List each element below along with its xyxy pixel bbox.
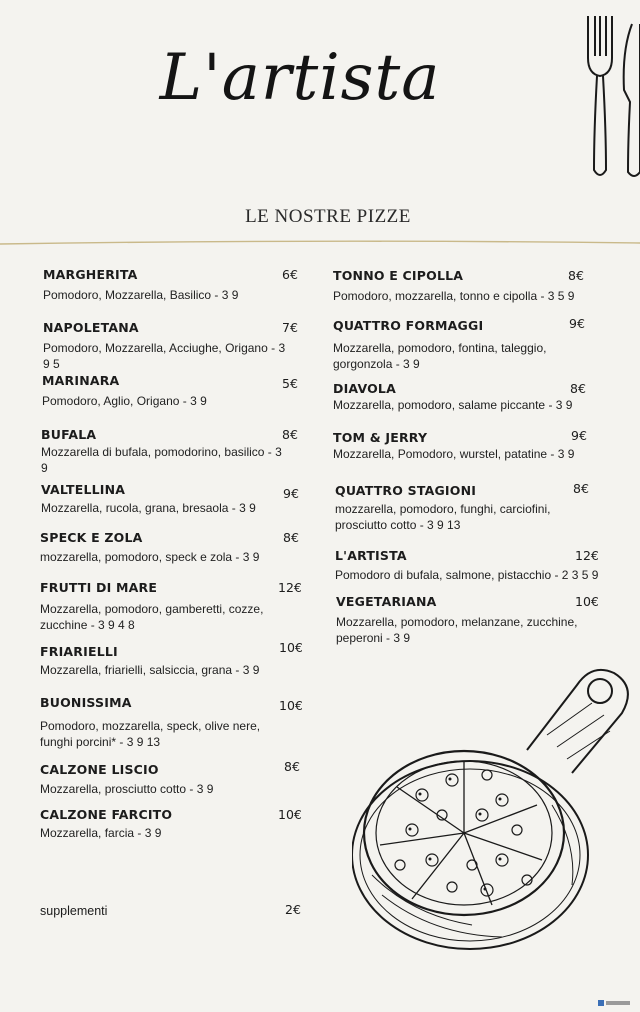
item-price: 10€ [279,640,303,655]
item-name: FRUTTI DI MARE [40,580,158,595]
item-price: 8€ [283,530,299,545]
divider [0,238,640,248]
item-name: TOM & JERRY [333,430,428,445]
section-title: LE NOSTRE PIZZE [245,206,411,227]
item-desc: Pomodoro, mozzarella, speck, olive nere, funghi porcini* - 3 9 13 [40,719,261,749]
item-name: L'ARTISTA [335,548,407,563]
supplementi-label: supplementi [40,904,108,918]
item-name: BUONISSIMA [40,695,132,710]
item-price: 8€ [568,268,584,283]
item-name: SPECK E ZOLA [40,530,143,545]
item-desc: Mozzarella, pomodoro, gamberetti, cozze, zucchine - 3 9 4 8 [40,602,264,632]
item-desc: Mozzarella, pomodoro, fontina, taleggio, gorgonzola - 3 9 [333,341,547,371]
item-name: QUATTRO STAGIONI [335,483,477,498]
fork-knife-icon [582,10,640,180]
item-price: 12€ [575,548,599,563]
item-desc: Mozzarella, Pomodoro, wurstel, patatine - 3 9 [333,447,575,461]
item-desc: Mozzarella di bufala, pomodorino, basilico - 3 9 [41,445,282,475]
item-name: TONNO E CIPOLLA [333,268,464,283]
item-price: 8€ [284,759,300,774]
item-price: 9€ [283,486,299,501]
item-name: DIAVOLA [333,381,396,396]
item-price: 10€ [575,594,599,609]
item-name: VEGETARIANA [336,594,437,609]
item-name: QUATTRO FORMAGGI [333,318,484,333]
item-desc: Pomodoro, Aglio, Origano - 3 9 [42,394,207,408]
item-desc: Mozzarella, friarielli, salsiccia, grana - 3 9 [40,663,260,677]
item-name: CALZONE LISCIO [40,762,159,777]
item-price: 12€ [278,580,302,595]
item-name: BUFALA [41,427,97,442]
item-price: 7€ [282,320,298,335]
item-desc: Pomodoro, mozzarella, tonno e cipolla - 3 5 9 [333,289,575,303]
item-name: CALZONE FARCITO [40,807,173,822]
scanner-watermark [598,996,632,1008]
item-desc: Mozzarella, rucola, grana, bresaola - 3 9 [41,501,256,515]
item-price: 6€ [282,267,298,282]
item-desc: Pomodoro, Mozzarella, Acciughe, Origano - 3 9 5 [43,341,286,371]
item-price: 8€ [570,381,586,396]
item-desc: Mozzarella, prosciutto cotto - 3 9 [40,782,214,796]
logo: L'artista [159,40,441,115]
item-desc: Mozzarella, pomodoro, melanzane, zucchine, peperoni - 3 9 [336,615,578,645]
item-price: 10€ [279,698,303,713]
item-price: 10€ [278,807,302,822]
item-desc: Pomodoro di bufala, salmone, pistacchio - 2 3 5 9 [335,568,599,582]
item-desc: mozzarella, pomodoro, funghi, carciofini, prosciutto cotto - 3 9 13 [335,502,551,532]
item-name: NAPOLETANA [43,320,139,335]
item-name: MARINARA [42,373,120,388]
pizza-board-illustration [352,655,637,955]
item-name: VALTELLINA [41,482,126,497]
item-desc: Pomodoro, Mozzarella, Basilico - 3 9 [43,288,239,302]
item-name: MARGHERITA [43,267,138,282]
item-price: 9€ [569,316,585,331]
item-desc: Mozzarella, farcia - 3 9 [40,826,162,840]
item-price: 8€ [282,427,298,442]
item-desc: mozzarella, pomodoro, speck e zola - 3 9 [40,550,260,564]
item-price: 9€ [571,428,587,443]
supplementi-price: 2€ [285,902,301,917]
item-desc: Mozzarella, pomodoro, salame piccante - 3 9 [333,398,573,412]
item-price: 5€ [282,376,298,391]
item-name: FRIARIELLI [40,644,118,659]
item-price: 8€ [573,481,589,496]
